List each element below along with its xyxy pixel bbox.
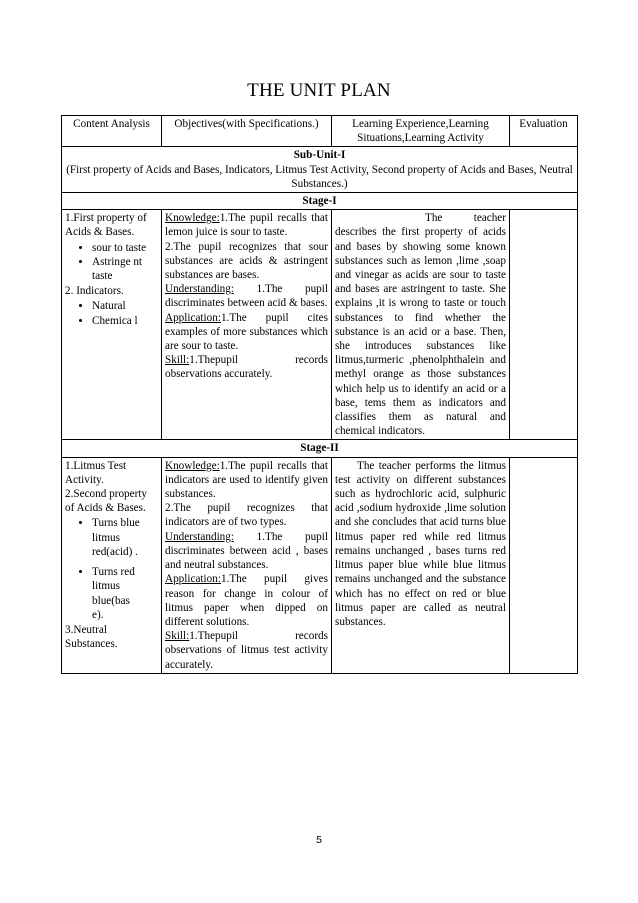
stage2-label: Stage-II bbox=[62, 440, 578, 457]
list-item: • Astringe nt taste bbox=[92, 255, 158, 283]
objective bbox=[165, 501, 328, 529]
stage-row bbox=[62, 440, 578, 457]
content-item: 3.Neutral Substances. bbox=[65, 623, 118, 651]
objective-text: 1.The pupil discriminates between acid , bases and neutral substances. bbox=[165, 530, 328, 572]
list-item: • Natural bbox=[92, 299, 158, 313]
stage2-evaluation-cell bbox=[510, 457, 578, 673]
objective bbox=[165, 572, 328, 629]
header-learning-experience: Learning Experience,Learning Situations,Learning Activity bbox=[332, 116, 510, 147]
objective bbox=[165, 353, 328, 381]
header-content-analysis: Content Analysis bbox=[62, 116, 162, 147]
objective bbox=[165, 211, 328, 239]
list-item: • Turns red litmus blue(bas e). bbox=[92, 565, 144, 622]
objective bbox=[165, 282, 328, 310]
list-item: • sour to taste bbox=[92, 241, 158, 255]
objective-text: 1.Thepupil records observations of litmus test activity accurately. bbox=[165, 630, 328, 671]
subunit-row bbox=[62, 147, 578, 193]
stage1-label: Stage-I bbox=[62, 193, 578, 210]
stage2-learning-cell: The teacher performs the litmus test activity on different substances such as hydrochloric acid, sulphuric acid ,sodium hydroxide ,lime solution and she concludes that acid turns blue litmus paper red while red litmus remains unchanged , bases turns red litmus paper blue while blue litmus remains unchanged and the substance which has no effect on red or blue litmus paper are called as neutral substances. bbox=[332, 457, 510, 673]
objective bbox=[165, 311, 328, 354]
list-item: • Turns blue litmus red(acid) . bbox=[92, 516, 144, 559]
stage-row bbox=[62, 193, 578, 210]
bullet-list bbox=[65, 299, 158, 327]
subunit-description: (First property of Acids and Bases, Indicators, Litmus Test Activity, Second property of Acids and Bases, Neutral Substances.) bbox=[66, 163, 573, 190]
subunit-cell bbox=[62, 147, 578, 193]
objective-label: Application: bbox=[165, 573, 221, 586]
objective-label: Knowledge: bbox=[165, 212, 220, 225]
objective bbox=[165, 530, 328, 573]
page-number: 5 bbox=[316, 834, 322, 846]
content-item: 1.Litmus Test Activity. bbox=[65, 459, 127, 486]
table-header-row bbox=[62, 116, 578, 147]
table-row bbox=[62, 210, 578, 440]
stage1-objectives-cell bbox=[162, 210, 332, 440]
objective-text: 2.The pupil recognizes that sour substances are acids & astringent substances are bases. bbox=[165, 240, 328, 282]
list-item: • Chemica l bbox=[92, 314, 158, 328]
objective bbox=[165, 629, 328, 672]
objective-text: 1.The pupil discriminates between acid & bases. bbox=[165, 283, 328, 310]
stage1-learning-cell: The teacher describes the first property of acids and bases by showing some known substances such as lemon ,lime ,soap and vinegar as acids are sour to taste and bases are astringent to taste. She explains ,it is wrong to taste or touch substances to find whether the substance is an acid or a base. Then, she introduces substances like litmus,turmeric ,phenolphthalein and methyl orange as those substances which help us to identify an acid or a base, tems them as indicators and classifies them as natural and chemical indicators. bbox=[332, 210, 510, 440]
objective-label: Knowledge: bbox=[165, 459, 220, 472]
table-row bbox=[62, 457, 578, 673]
content-item: 2.Second property of Acids & Bases. bbox=[65, 488, 148, 515]
stage1-evaluation-cell bbox=[510, 210, 578, 440]
bullet-list bbox=[65, 516, 158, 621]
objective-label: Skill: bbox=[165, 630, 190, 643]
content-item: 1.First property of Acids & Bases. bbox=[65, 212, 147, 239]
objective bbox=[165, 459, 328, 502]
objective-text: 1.Thepupil records observations accurately. bbox=[165, 354, 328, 381]
header-evaluation: Evaluation bbox=[510, 116, 578, 147]
stage2-objectives-cell bbox=[162, 457, 332, 673]
objective-text: 2.The pupil recognizes that indicators are of two types. bbox=[165, 502, 328, 529]
objective-text: 1.The pupil cites examples of more substances which are sour to taste. bbox=[165, 311, 328, 353]
content-item: 2. Indicators. bbox=[65, 285, 124, 298]
objective-label: Understanding: bbox=[165, 530, 234, 543]
objective-text: 1.The pupil recalls that indicators are used to identify given substances. bbox=[165, 459, 328, 501]
objective-label: Understanding: bbox=[165, 283, 234, 296]
bullet-list bbox=[65, 241, 158, 284]
stage2-content-cell bbox=[62, 457, 162, 673]
subunit-title: Sub-Unit-I bbox=[293, 149, 346, 162]
header-objectives: Objectives(with Specifications.) bbox=[162, 116, 332, 147]
objective-label: Application: bbox=[165, 311, 221, 324]
objective bbox=[165, 240, 328, 283]
objective-text: 1.The pupil recalls that lemon juice is sour to taste. bbox=[165, 212, 328, 239]
stage1-content-cell bbox=[62, 210, 162, 440]
objective-label: Skill: bbox=[165, 354, 190, 367]
unit-plan-table bbox=[61, 115, 578, 674]
objective-text: 1.The pupil gives reason for change in colour of litmus paper when dipped on different solutions. bbox=[165, 573, 328, 628]
page-title: THE UNIT PLAN bbox=[247, 80, 391, 101]
